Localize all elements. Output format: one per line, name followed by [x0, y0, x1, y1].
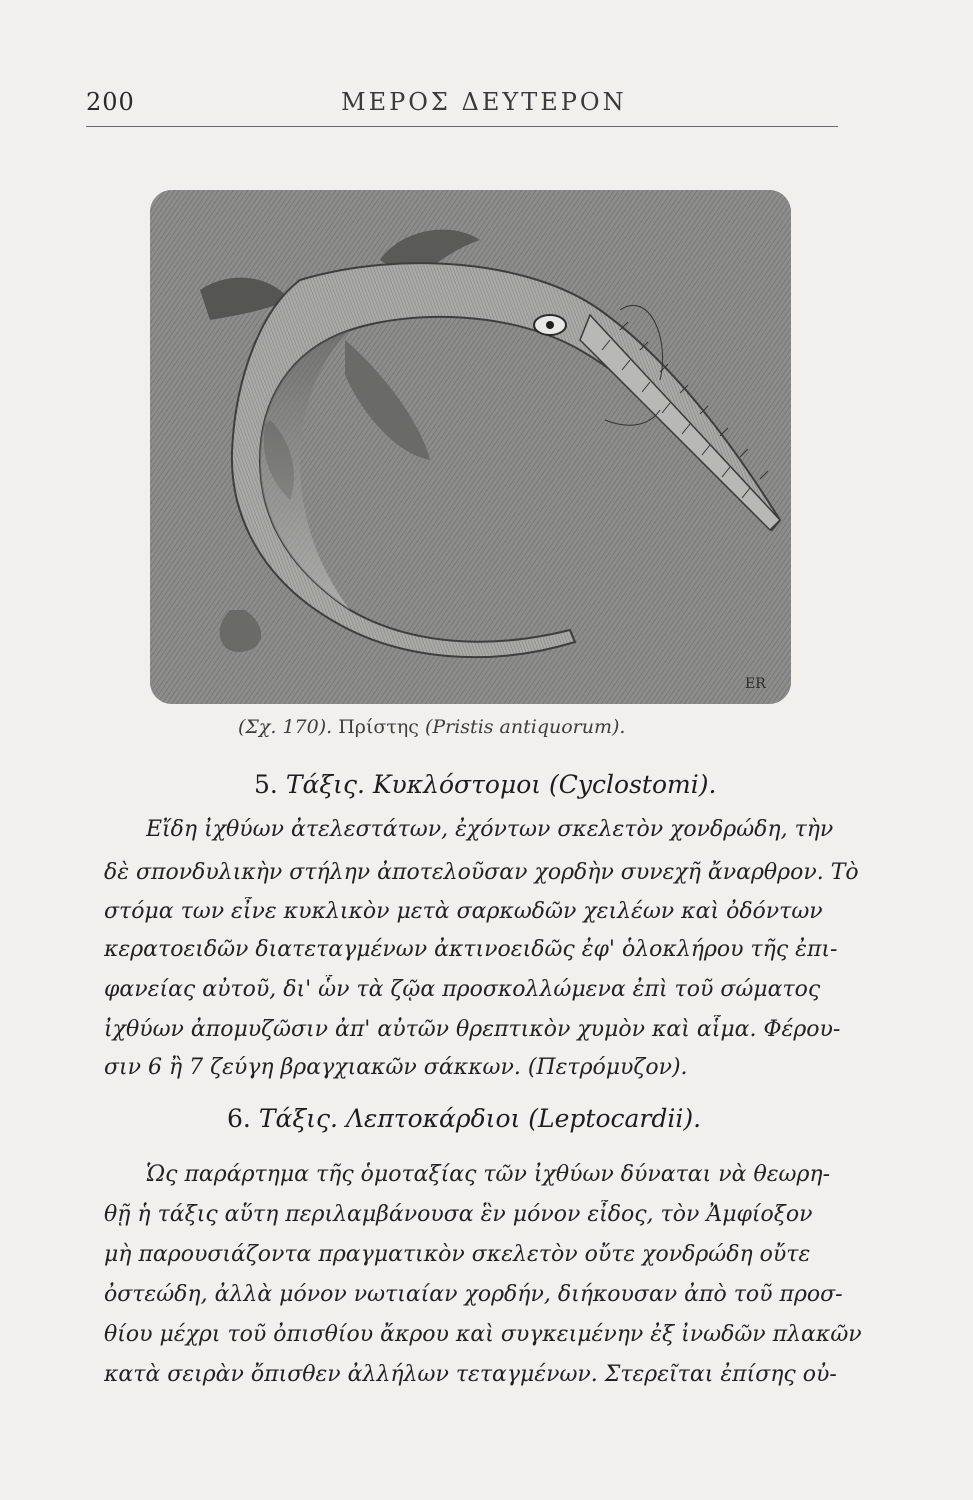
paragraph-line: φανείας αὐτοῦ, δι' ὧν τὰ ζῷα προσκολλώμενα ἐπὶ τοῦ σώματος	[104, 977, 821, 1002]
paragraph-line: Ὡς παράρτημα τῆς ὁμοταξίας τῶν ἰχθύων δύναται νὰ θεωρη-	[146, 1162, 831, 1187]
section5-latin: (Cyclostomi).	[549, 770, 717, 799]
paragraph-line: θίου μέχρι τοῦ ὀπισθίου ἄκρου καὶ συγκειμένην ἐξ ἰνωδῶν πλακῶν	[104, 1322, 862, 1347]
caption-latin: (Pristis antiquorum).	[424, 716, 626, 738]
paragraph-line: στόμα των εἶνε κυκλικὸν μετὰ σαρκωδῶν χειλέων καὶ ὀδόντων	[104, 899, 823, 924]
sawfish-engraving-icon	[150, 190, 791, 704]
paragraph-line: ὀστεώδη, ἀλλὰ μόνον νωτιαίαν χορδήν, διήκουσαν ἀπὸ τοῦ προσ-	[104, 1282, 843, 1307]
paragraph-line: μὴ παρουσιάζοντα πραγματικὸν σκελετὸν οὔτε χονδρώδη οὔτε	[104, 1242, 811, 1267]
running-header	[86, 84, 836, 124]
caption-name: Πρίστης	[338, 716, 419, 738]
paragraph-line: κατὰ σειρὰν ὄπισθεν ἀλλήλων τεταγμένων. Στερεῖται ἐπίσης οὐ-	[104, 1362, 837, 1387]
section-heading-6	[227, 1104, 701, 1133]
header-rule	[86, 126, 838, 127]
section-heading-5	[254, 770, 716, 799]
figure-caption	[238, 716, 798, 738]
section6-name: Λεπτοκάρδιοι	[345, 1104, 521, 1133]
section5-name: Κυκλόστομοι	[372, 770, 542, 799]
paragraph-line: σιν 6 ἢ 7 ζεύγη βραγχιακῶν σάκκων. (Πετρόμυζον).	[104, 1055, 688, 1080]
section6-label: Τάξις.	[258, 1104, 338, 1133]
section6-latin: (Leptocardii).	[528, 1104, 702, 1133]
paragraph-line: κερατοειδῶν διατεταγμένων ἀκτινοειδῶς ἐφ' ὁλοκλήρου τῆς ἐπι-	[104, 937, 838, 962]
section5-number: 5.	[254, 770, 278, 799]
section5-label: Τάξις.	[285, 770, 365, 799]
sawfish-illustration	[150, 190, 791, 704]
caption-prefix: (Σχ. 170).	[238, 716, 333, 738]
paragraph-line: ἰχθύων ἀπομυζῶσιν ἀπ' αὐτῶν θρεπτικὸν χυμὸν καὶ αἷμα. Φέρου-	[104, 1017, 841, 1042]
paragraph-line: θῇ ἡ τάξις αὕτη περιλαμβάνουσα ἓν μόνον εἶδος, τὸν Ἀμφίοξον	[104, 1202, 813, 1227]
engraver-signature: ER	[745, 676, 766, 692]
paragraph-line: δὲ σπονδυλικὴν στήλην ἀποτελοῦσαν χορδὴν συνεχῆ ἄναρθρον. Τὸ	[104, 860, 859, 885]
page-number: 200	[86, 88, 135, 116]
paragraph-line: Εἴδη ἰχθύων ἀτελεστάτων, ἐχόντων σκελετὸν χονδρώδη, τὴν	[146, 817, 834, 842]
running-title: ΜΕΡΟΣ ΔΕΥΤΕΡΟΝ	[341, 88, 627, 116]
section6-number: 6.	[227, 1104, 251, 1133]
